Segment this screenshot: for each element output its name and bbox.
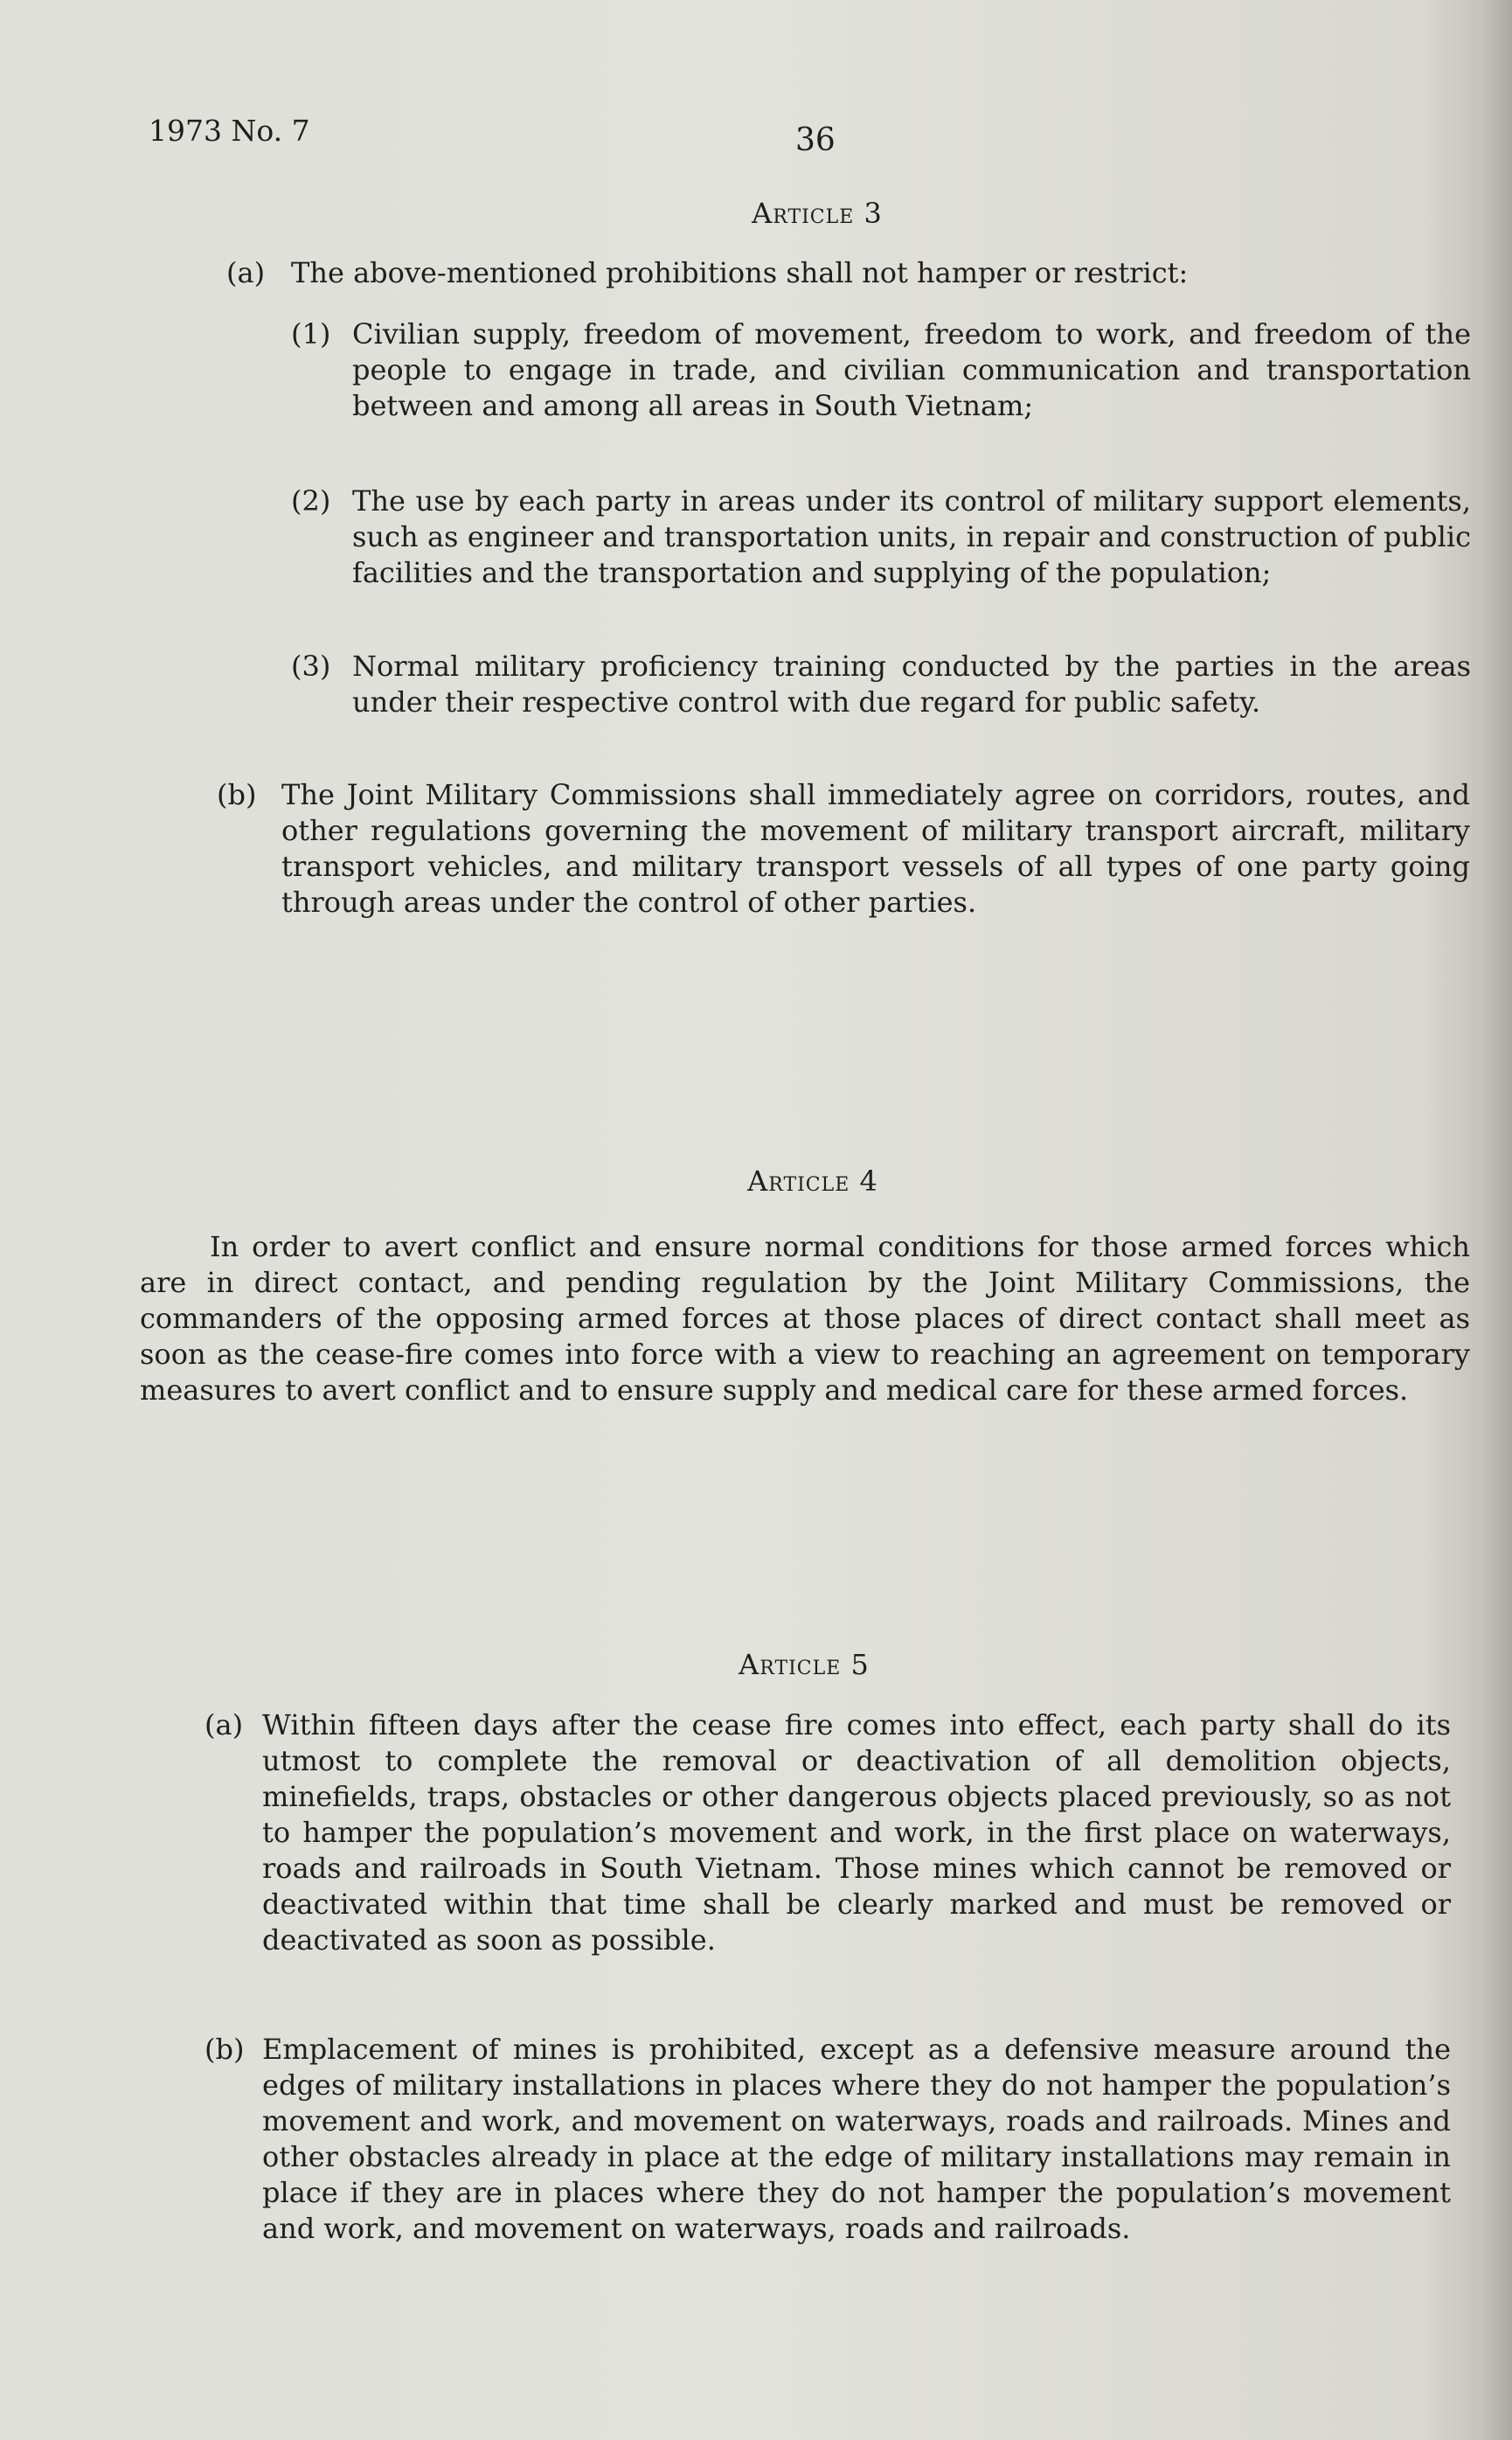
article-3-item-2-marker: (2): [291, 484, 331, 518]
article-5-para-a-text: Within fifteen days after the cease fire comes into effect, each party shall do its utmost to complete the removal or deactivation of all demolition objects, minefields, traps, obstacles or other dangerous objects placed previously, so as not to hamper the population’s movement and work, in the first place on waterways, roads and railroads in South Vietnam. Those mines which cannot be removed or deactivated within that time shall be clearly marked and must be removed or deactivated as soon as possible.: [262, 1708, 1451, 1957]
article-3-item-1-text: Civilian supply, freedom of movement, freedom to work, and freedom of the people to engage in trade, and civilian communication and transportation between and among all areas in South Vietnam;: [352, 317, 1471, 422]
article-3-item-1-marker: (1): [291, 317, 331, 351]
article-5-para-a-marker: (a): [205, 1708, 244, 1741]
article-5-para-b: [205, 2032, 1451, 2247]
article-3-item-1: [291, 316, 1471, 424]
article-5-para-b-marker: (b): [205, 2033, 245, 2066]
article-3-para-a-text: The above-mentioned prohibitions shall not hamper or restrict:: [291, 256, 1189, 289]
article-5-para-b-text: Emplacement of mines is prohibited, except as a defensive measure around the edges of military installations in places where they do not hamper the population’s movement and work, and movement on waterways, roads and railroads. Mines and other obstacles already in place at the edge of military installations may remain in place if they are in places where they do not hamper the population’s movement and work, and movement on waterways, roads and railroads.: [262, 2033, 1451, 2245]
page-number: 36: [795, 122, 836, 158]
article-4-para: In order to avert conflict and ensure normal conditions for those armed forces which are in direct contact, and pending regulation by the Joint Military Commissions, the commanders of the opposing armed forces at those places of direct contact shall meet as soon as the cease-fire comes into force with a view to reaching an agreement on temporary measures to avert conflict and to ensure supply and medical care for these armed forces.: [140, 1230, 1470, 1407]
article-3-item-3: [291, 649, 1471, 720]
article-3-para-a-marker: (a): [226, 256, 266, 289]
article-3-para-a: [226, 255, 1418, 291]
article-3-item-3-marker: (3): [291, 650, 331, 683]
article-3-para-b-text: The Joint Military Commissions shall immediately agree on corridors, routes, and other regulations governing the movement of military transport aircraft, military transport vehicles, and military transport vessels of all types of one party going through areas under the control of other parties.: [281, 778, 1470, 919]
article-3-item-2: [291, 483, 1471, 591]
article-3-para-b-marker: (b): [217, 778, 257, 811]
article-5-para-a: [205, 1707, 1451, 1958]
header-year-no: 1973 No. 7: [149, 114, 310, 148]
article-3-para-b: [217, 777, 1470, 921]
article-3-item-3-text: Normal military proficiency training conducted by the parties in the areas under their respective control with due regard for public safety.: [352, 650, 1471, 719]
article-4-heading: Article 4: [747, 1164, 878, 1198]
article-5-heading: Article 5: [739, 1648, 870, 1681]
article-3-heading: Article 3: [752, 197, 883, 230]
article-3-item-2-text: The use by each party in areas under its control of military support elements, such as engineer and transportation units, in repair and construction of public facilities and the transportation and supplying of the population;: [352, 484, 1471, 589]
